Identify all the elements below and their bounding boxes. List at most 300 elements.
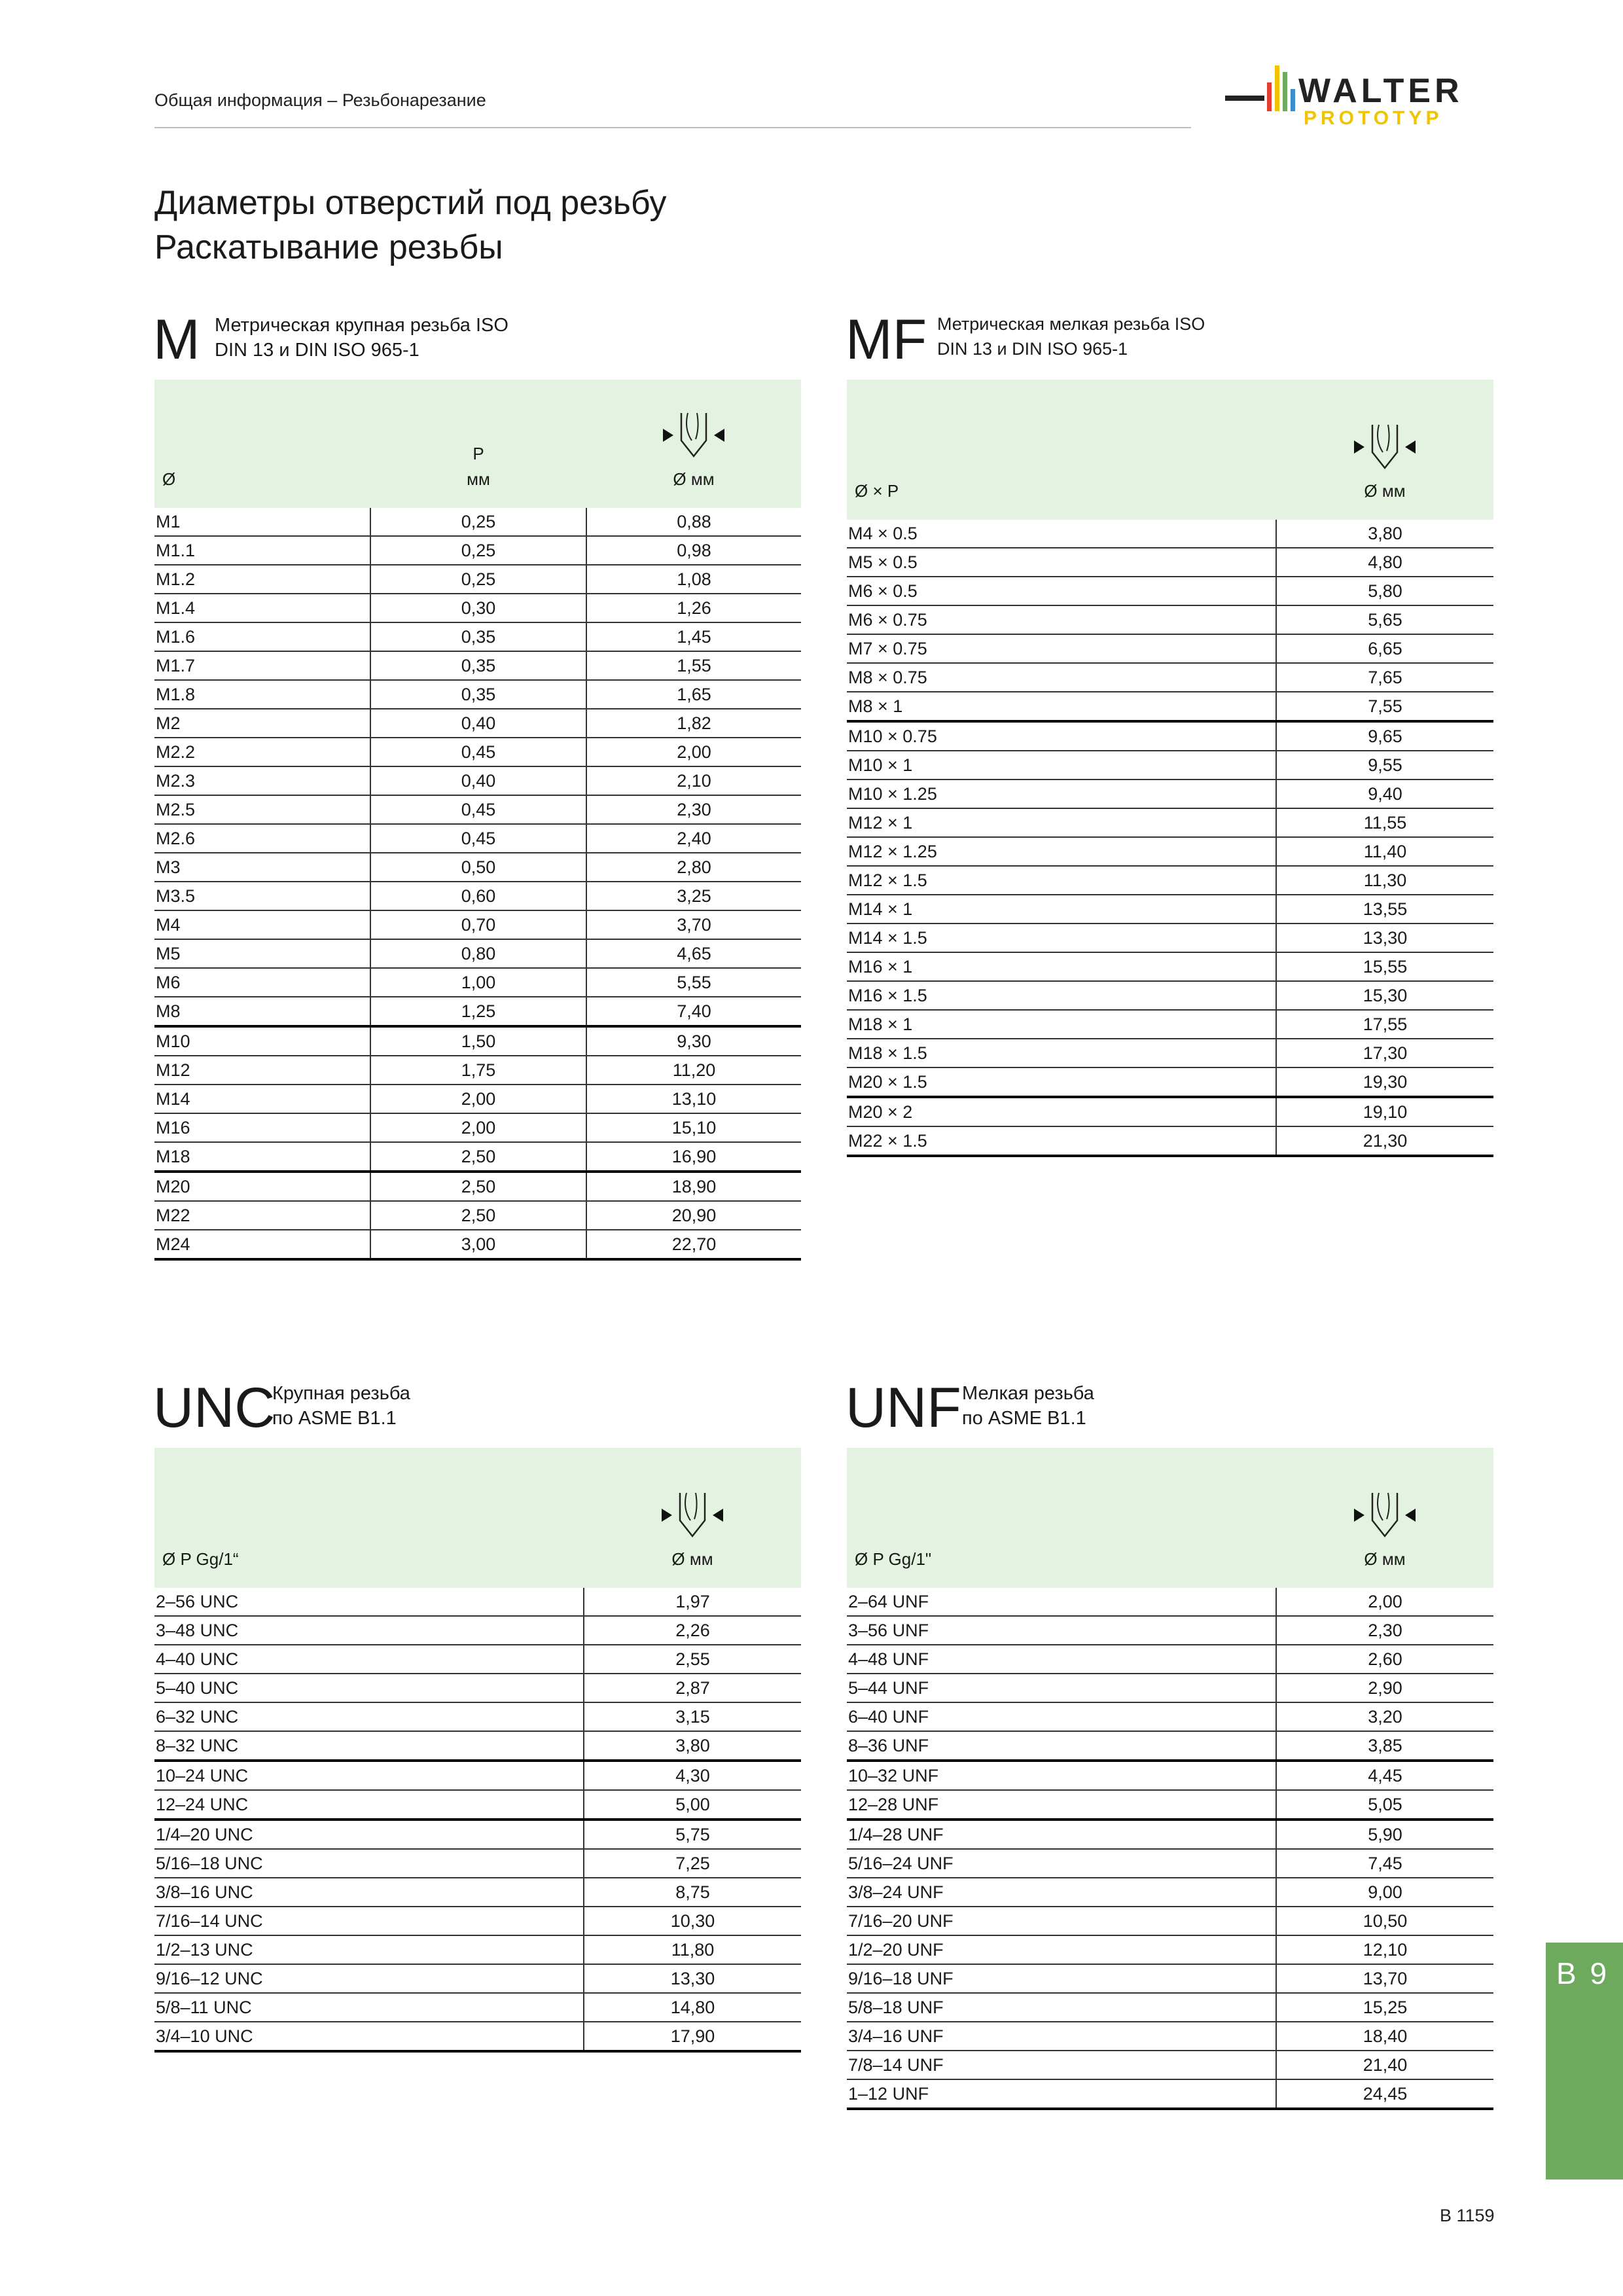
cell-size: M14 xyxy=(154,1085,370,1113)
table-row xyxy=(847,1790,1493,1820)
cell-value: 13,30 xyxy=(1276,924,1493,952)
cell-value: 0,88 xyxy=(586,508,801,536)
cell-value: 2,60 xyxy=(1276,1645,1493,1674)
cell-size: 10–24 UNC xyxy=(154,1761,584,1790)
section-unc-desc xyxy=(272,1381,410,1431)
cell-size: M18 xyxy=(154,1142,370,1172)
cell-value: 7,55 xyxy=(1276,692,1493,721)
cell-value: 0,45 xyxy=(370,824,586,853)
cell-value: 14,80 xyxy=(584,1993,801,2022)
table-row xyxy=(847,1010,1493,1039)
table-row xyxy=(847,1731,1493,1761)
table-row xyxy=(847,605,1493,634)
table-row xyxy=(847,1588,1493,1616)
cell-value: 1,50 xyxy=(370,1026,586,1056)
table-m-col-pitch-label: P xyxy=(473,444,484,463)
cell-value: 9,30 xyxy=(586,1026,801,1056)
cell-size: 3/4–16 UNF xyxy=(847,2022,1276,2051)
table-row xyxy=(847,780,1493,808)
drill-icon xyxy=(1349,421,1421,473)
cell-value: 9,40 xyxy=(1276,780,1493,808)
cell-value: 5,90 xyxy=(1276,1820,1493,1849)
table-row xyxy=(154,2022,801,2051)
table-row xyxy=(154,1230,801,1259)
cell-value: 0,40 xyxy=(370,709,586,738)
table-row xyxy=(154,536,801,565)
table-mf xyxy=(847,380,1493,1157)
cell-value: 3,00 xyxy=(370,1230,586,1259)
cell-value: 20,90 xyxy=(586,1201,801,1230)
table-row xyxy=(847,1849,1493,1878)
table-row xyxy=(847,1907,1493,1935)
table-row xyxy=(847,692,1493,721)
table-row xyxy=(847,1645,1493,1674)
cell-size: 1/4–20 UNC xyxy=(154,1820,584,1849)
cell-value: 5,05 xyxy=(1276,1790,1493,1820)
cell-value: 2,00 xyxy=(370,1085,586,1113)
cell-value: 5,65 xyxy=(1276,605,1493,634)
cell-size: M16 × 1 xyxy=(847,952,1276,981)
cell-value: 0,45 xyxy=(370,738,586,766)
cell-size: 9/16–12 UNC xyxy=(154,1964,584,1993)
cell-value: 10,50 xyxy=(1276,1907,1493,1935)
section-unf-desc xyxy=(962,1381,1094,1431)
cell-value: 11,40 xyxy=(1276,837,1493,866)
cell-value: 0,80 xyxy=(370,939,586,968)
cell-size: 4–48 UNF xyxy=(847,1645,1276,1674)
cell-size: M8 xyxy=(154,997,370,1026)
table-row xyxy=(154,622,801,651)
cell-value: 0,70 xyxy=(370,910,586,939)
table-row xyxy=(154,1935,801,1964)
cell-size: M4 × 0.5 xyxy=(847,520,1276,548)
table-row xyxy=(847,895,1493,924)
cell-size: M10 × 1 xyxy=(847,751,1276,780)
logo-brand: WALTER xyxy=(1298,72,1463,110)
cell-value: 0,50 xyxy=(370,853,586,882)
cell-size: M18 × 1 xyxy=(847,1010,1276,1039)
table-unc-col-size: Ø P Gg/1“ xyxy=(154,1448,584,1588)
cell-value: 7,40 xyxy=(586,997,801,1026)
cell-size: M20 × 2 xyxy=(847,1097,1276,1126)
table-m-col-pitch xyxy=(370,380,586,508)
table-row xyxy=(847,1964,1493,1993)
cell-size: 7/8–14 UNF xyxy=(847,2051,1276,2079)
cell-value: 24,45 xyxy=(1276,2079,1493,2109)
table-row xyxy=(154,1645,801,1674)
cell-value: 15,10 xyxy=(586,1113,801,1142)
cell-size: 8–36 UNF xyxy=(847,1731,1276,1761)
section-unc-desc-line2: по ASME B1.1 xyxy=(272,1408,397,1429)
cell-value: 5,75 xyxy=(584,1820,801,1849)
section-unf-desc-line2: по ASME B1.1 xyxy=(962,1408,1086,1429)
table-row xyxy=(154,1731,801,1761)
cell-value: 2,26 xyxy=(584,1616,801,1645)
cell-size: 5/16–18 UNC xyxy=(154,1849,584,1878)
table-row xyxy=(847,1761,1493,1790)
cell-value: 13,10 xyxy=(586,1085,801,1113)
drill-icon xyxy=(658,409,730,461)
cell-value: 2,40 xyxy=(586,824,801,853)
section-mf-letter: MF xyxy=(846,308,927,371)
breadcrumb: Общая информация – Резьбонарезание xyxy=(154,90,486,110)
table-row xyxy=(847,577,1493,605)
cell-size: 3–56 UNF xyxy=(847,1616,1276,1645)
cell-value: 1,26 xyxy=(586,594,801,622)
cell-value: 0,35 xyxy=(370,651,586,680)
table-row xyxy=(847,548,1493,577)
cell-value: 3,80 xyxy=(584,1731,801,1761)
cell-value: 2,10 xyxy=(586,766,801,795)
table-row xyxy=(847,1097,1493,1126)
table-row xyxy=(847,1674,1493,1702)
table-row xyxy=(154,766,801,795)
table-row xyxy=(847,1935,1493,1964)
cell-value: 0,25 xyxy=(370,508,586,536)
table-row xyxy=(154,1907,801,1935)
cell-value: 3,15 xyxy=(584,1702,801,1731)
page-title xyxy=(154,181,667,270)
cell-value: 3,80 xyxy=(1276,520,1493,548)
cell-value: 11,55 xyxy=(1276,808,1493,837)
cell-size: 5–44 UNF xyxy=(847,1674,1276,1702)
table-row xyxy=(154,1993,801,2022)
cell-value: 4,65 xyxy=(586,939,801,968)
cell-size: 5–40 UNC xyxy=(154,1674,584,1702)
cell-size: M20 × 1.5 xyxy=(847,1067,1276,1097)
drill-icon xyxy=(1349,1489,1421,1541)
table-unc xyxy=(154,1448,801,2053)
table-row xyxy=(154,1085,801,1113)
cell-value: 1,55 xyxy=(586,651,801,680)
table-row xyxy=(154,1849,801,1878)
table-row xyxy=(154,1790,801,1820)
cell-size: 2–64 UNF xyxy=(847,1588,1276,1616)
table-row xyxy=(154,508,801,536)
table-row xyxy=(154,1674,801,1702)
cell-value: 17,90 xyxy=(584,2022,801,2051)
table-row xyxy=(154,1056,801,1085)
cell-value: 2,87 xyxy=(584,1674,801,1702)
cell-value: 13,30 xyxy=(584,1964,801,1993)
cell-value: 16,90 xyxy=(586,1142,801,1172)
section-mf-desc-line2: DIN 13 и DIN ISO 965-1 xyxy=(937,339,1128,359)
section-unc-letter: UNC xyxy=(153,1376,276,1439)
cell-size: M2.6 xyxy=(154,824,370,853)
cell-value: 0,60 xyxy=(370,882,586,910)
table-mf-col-drill xyxy=(1276,380,1493,520)
cell-size: M12 xyxy=(154,1056,370,1085)
table-row xyxy=(847,634,1493,663)
cell-value: 13,55 xyxy=(1276,895,1493,924)
table-row xyxy=(154,565,801,594)
table-row xyxy=(154,1142,801,1172)
cell-size: M8 × 0.75 xyxy=(847,663,1276,692)
cell-value: 8,75 xyxy=(584,1878,801,1907)
table-row xyxy=(847,1616,1493,1645)
cell-size: M6 × 0.75 xyxy=(847,605,1276,634)
cell-size: M8 × 1 xyxy=(847,692,1276,721)
table-row xyxy=(154,1702,801,1731)
cell-value: 18,40 xyxy=(1276,2022,1493,2051)
cell-value: 2,00 xyxy=(1276,1588,1493,1616)
cell-size: 7/16–20 UNF xyxy=(847,1907,1276,1935)
cell-size: M10 xyxy=(154,1026,370,1056)
cell-size: 12–24 UNC xyxy=(154,1790,584,1820)
cell-size: M3 xyxy=(154,853,370,882)
cell-value: 1,65 xyxy=(586,680,801,709)
cell-size: M14 × 1.5 xyxy=(847,924,1276,952)
cell-value: 2,50 xyxy=(370,1172,586,1201)
section-m-letter: M xyxy=(153,308,200,371)
cell-size: 5/16–24 UNF xyxy=(847,1849,1276,1878)
table-m xyxy=(154,380,801,1261)
table-row xyxy=(847,1067,1493,1097)
cell-value: 9,55 xyxy=(1276,751,1493,780)
cell-size: M1.6 xyxy=(154,622,370,651)
table-row xyxy=(847,1993,1493,2022)
cell-size: 6–32 UNC xyxy=(154,1702,584,1731)
cell-size: M1.2 xyxy=(154,565,370,594)
cell-size: M6 × 0.5 xyxy=(847,577,1276,605)
cell-size: M22 × 1.5 xyxy=(847,1126,1276,1156)
table-m-col-pitch-unit: мм xyxy=(467,469,490,489)
cell-size: 3/8–16 UNC xyxy=(154,1878,584,1907)
cell-size: M2.2 xyxy=(154,738,370,766)
header-divider xyxy=(154,127,1191,128)
cell-size: M6 xyxy=(154,968,370,997)
cell-value: 11,20 xyxy=(586,1056,801,1085)
cell-value: 2,00 xyxy=(586,738,801,766)
cell-size: 10–32 UNF xyxy=(847,1761,1276,1790)
table-row xyxy=(847,808,1493,837)
cell-size: M3.5 xyxy=(154,882,370,910)
table-row xyxy=(154,824,801,853)
table-row xyxy=(154,1201,801,1230)
cell-value: 7,45 xyxy=(1276,1849,1493,1878)
cell-value: 15,55 xyxy=(1276,952,1493,981)
walter-logo-mark xyxy=(1225,63,1500,135)
cell-value: 3,70 xyxy=(586,910,801,939)
section-mf-desc-line1: Метрическая мелкая резьба ISO xyxy=(937,314,1205,334)
cell-size: M22 xyxy=(154,1201,370,1230)
table-row xyxy=(154,795,801,824)
cell-size: 6–40 UNF xyxy=(847,1702,1276,1731)
cell-size: 4–40 UNC xyxy=(154,1645,584,1674)
cell-value: 2,80 xyxy=(586,853,801,882)
cell-value: 3,20 xyxy=(1276,1702,1493,1731)
cell-value: 10,30 xyxy=(584,1907,801,1935)
cell-size: 3–48 UNC xyxy=(154,1616,584,1645)
cell-size: M2.5 xyxy=(154,795,370,824)
cell-size: M12 × 1 xyxy=(847,808,1276,837)
table-row xyxy=(847,981,1493,1010)
title-line-2: Раскатывание резьбы xyxy=(154,228,503,266)
table-m-col-drill xyxy=(586,380,801,508)
cell-size: M5 xyxy=(154,939,370,968)
table-row xyxy=(847,1126,1493,1156)
section-mf-desc xyxy=(937,312,1205,361)
cell-value: 1,75 xyxy=(370,1056,586,1085)
cell-value: 0,35 xyxy=(370,622,586,651)
cell-value: 0,45 xyxy=(370,795,586,824)
cell-value: 11,80 xyxy=(584,1935,801,1964)
table-row xyxy=(154,1113,801,1142)
cell-size: 1–12 UNF xyxy=(847,2079,1276,2109)
cell-size: M20 xyxy=(154,1172,370,1201)
cell-size: M1.8 xyxy=(154,680,370,709)
cell-size: M2.3 xyxy=(154,766,370,795)
logo-sub: PROTOTYP xyxy=(1304,107,1443,129)
cell-value: 7,65 xyxy=(1276,663,1493,692)
cell-size: 12–28 UNF xyxy=(847,1790,1276,1820)
cell-value: 2,00 xyxy=(370,1113,586,1142)
cell-value: 5,00 xyxy=(584,1790,801,1820)
table-row xyxy=(154,968,801,997)
cell-size: M16 × 1.5 xyxy=(847,981,1276,1010)
cell-size: M10 × 0.75 xyxy=(847,721,1276,751)
table-row xyxy=(154,1761,801,1790)
table-unf-col-drill xyxy=(1276,1448,1493,1588)
table-row xyxy=(847,1702,1493,1731)
cell-size: 5/8–11 UNC xyxy=(154,1993,584,2022)
cell-value: 2,30 xyxy=(1276,1616,1493,1645)
section-unf-letter: UNF xyxy=(846,1376,961,1439)
drill-icon xyxy=(656,1489,728,1541)
cell-value: 15,30 xyxy=(1276,981,1493,1010)
table-row xyxy=(847,663,1493,692)
cell-size: M10 × 1.25 xyxy=(847,780,1276,808)
cell-size: 3/4–10 UNC xyxy=(154,2022,584,2051)
section-unf-desc-line1: Мелкая резьба xyxy=(962,1383,1094,1404)
table-row xyxy=(847,520,1493,548)
table-row xyxy=(154,651,801,680)
cell-size: 9/16–18 UNF xyxy=(847,1964,1276,1993)
section-m-desc xyxy=(215,313,508,363)
cell-value: 2,50 xyxy=(370,1201,586,1230)
table-row xyxy=(154,1172,801,1201)
cell-value: 3,25 xyxy=(586,882,801,910)
cell-size: 7/16–14 UNC xyxy=(154,1907,584,1935)
table-unf-col-drill-label: Ø мм xyxy=(1364,1549,1406,1569)
cell-size: M18 × 1.5 xyxy=(847,1039,1276,1067)
cell-value: 11,30 xyxy=(1276,866,1493,895)
table-row xyxy=(154,1878,801,1907)
cell-size: M16 xyxy=(154,1113,370,1142)
cell-value: 4,80 xyxy=(1276,548,1493,577)
table-row xyxy=(847,1039,1493,1067)
cell-value: 9,00 xyxy=(1276,1878,1493,1907)
cell-size: M5 × 0.5 xyxy=(847,548,1276,577)
cell-value: 1,82 xyxy=(586,709,801,738)
cell-size: M12 × 1.25 xyxy=(847,837,1276,866)
cell-value: 4,45 xyxy=(1276,1761,1493,1790)
table-unf xyxy=(847,1448,1493,2110)
cell-value: 0,25 xyxy=(370,565,586,594)
cell-size: 5/8–18 UNF xyxy=(847,1993,1276,2022)
cell-value: 18,90 xyxy=(586,1172,801,1201)
table-row xyxy=(154,882,801,910)
title-line-1: Диаметры отверстий под резьбу xyxy=(154,184,667,222)
cell-size: 3/8–24 UNF xyxy=(847,1878,1276,1907)
cell-size: M1.4 xyxy=(154,594,370,622)
cell-value: 9,65 xyxy=(1276,721,1493,751)
table-unc-col-drill xyxy=(584,1448,801,1588)
table-row xyxy=(154,594,801,622)
table-row xyxy=(154,1820,801,1849)
table-mf-col-drill-label: Ø мм xyxy=(1364,481,1406,501)
section-unc-desc-line1: Крупная резьба xyxy=(272,1383,410,1404)
table-row xyxy=(154,997,801,1026)
table-row xyxy=(154,1964,801,1993)
cell-value: 0,25 xyxy=(370,536,586,565)
cell-size: M1.7 xyxy=(154,651,370,680)
cell-size: 1/4–28 UNF xyxy=(847,1820,1276,1849)
cell-value: 21,40 xyxy=(1276,2051,1493,2079)
cell-value: 1,25 xyxy=(370,997,586,1026)
cell-value: 15,25 xyxy=(1276,1993,1493,2022)
cell-value: 17,30 xyxy=(1276,1039,1493,1067)
cell-value: 13,70 xyxy=(1276,1964,1493,1993)
section-m-desc-line2: DIN 13 и DIN ISO 965-1 xyxy=(215,340,419,361)
table-mf-col-size: Ø × P xyxy=(847,380,1276,520)
table-row xyxy=(847,721,1493,751)
section-m-desc-line1: Метрическая крупная резьба ISO xyxy=(215,315,508,336)
table-row xyxy=(154,680,801,709)
table-row xyxy=(154,853,801,882)
chapter-tab[interactable] xyxy=(1546,1943,1623,2179)
cell-size: M12 × 1.5 xyxy=(847,866,1276,895)
table-row xyxy=(847,837,1493,866)
cell-size: M4 xyxy=(154,910,370,939)
table-row xyxy=(154,709,801,738)
chapter-tab-label: B 9 xyxy=(1556,1956,1610,1990)
table-m-col-diameter: Ø xyxy=(154,380,370,508)
cell-value: 5,55 xyxy=(586,968,801,997)
cell-value: 21,30 xyxy=(1276,1126,1493,1156)
table-row xyxy=(847,924,1493,952)
cell-value: 1,97 xyxy=(584,1588,801,1616)
cell-value: 2,30 xyxy=(586,795,801,824)
cell-value: 3,85 xyxy=(1276,1731,1493,1761)
cell-value: 1,08 xyxy=(586,565,801,594)
table-row xyxy=(847,1878,1493,1907)
cell-size: M2 xyxy=(154,709,370,738)
table-row xyxy=(847,2022,1493,2051)
table-row xyxy=(847,751,1493,780)
cell-value: 4,30 xyxy=(584,1761,801,1790)
cell-value: 2,55 xyxy=(584,1645,801,1674)
table-row xyxy=(154,910,801,939)
cell-size: M1.1 xyxy=(154,536,370,565)
table-row xyxy=(154,1026,801,1056)
cell-size: M1 xyxy=(154,508,370,536)
table-m-col-drill-label: Ø мм xyxy=(673,469,715,489)
cell-size: 1/2–20 UNF xyxy=(847,1935,1276,1964)
table-row xyxy=(847,952,1493,981)
cell-value: 0,98 xyxy=(586,536,801,565)
cell-size: 1/2–13 UNC xyxy=(154,1935,584,1964)
cell-value: 5,80 xyxy=(1276,577,1493,605)
cell-value: 17,55 xyxy=(1276,1010,1493,1039)
cell-value: 2,90 xyxy=(1276,1674,1493,1702)
cell-value: 1,00 xyxy=(370,968,586,997)
cell-value: 2,50 xyxy=(370,1142,586,1172)
cell-size: 8–32 UNC xyxy=(154,1731,584,1761)
cell-size: 2–56 UNC xyxy=(154,1588,584,1616)
table-unc-col-drill-label: Ø мм xyxy=(671,1549,713,1569)
walter-logo xyxy=(1225,63,1500,135)
